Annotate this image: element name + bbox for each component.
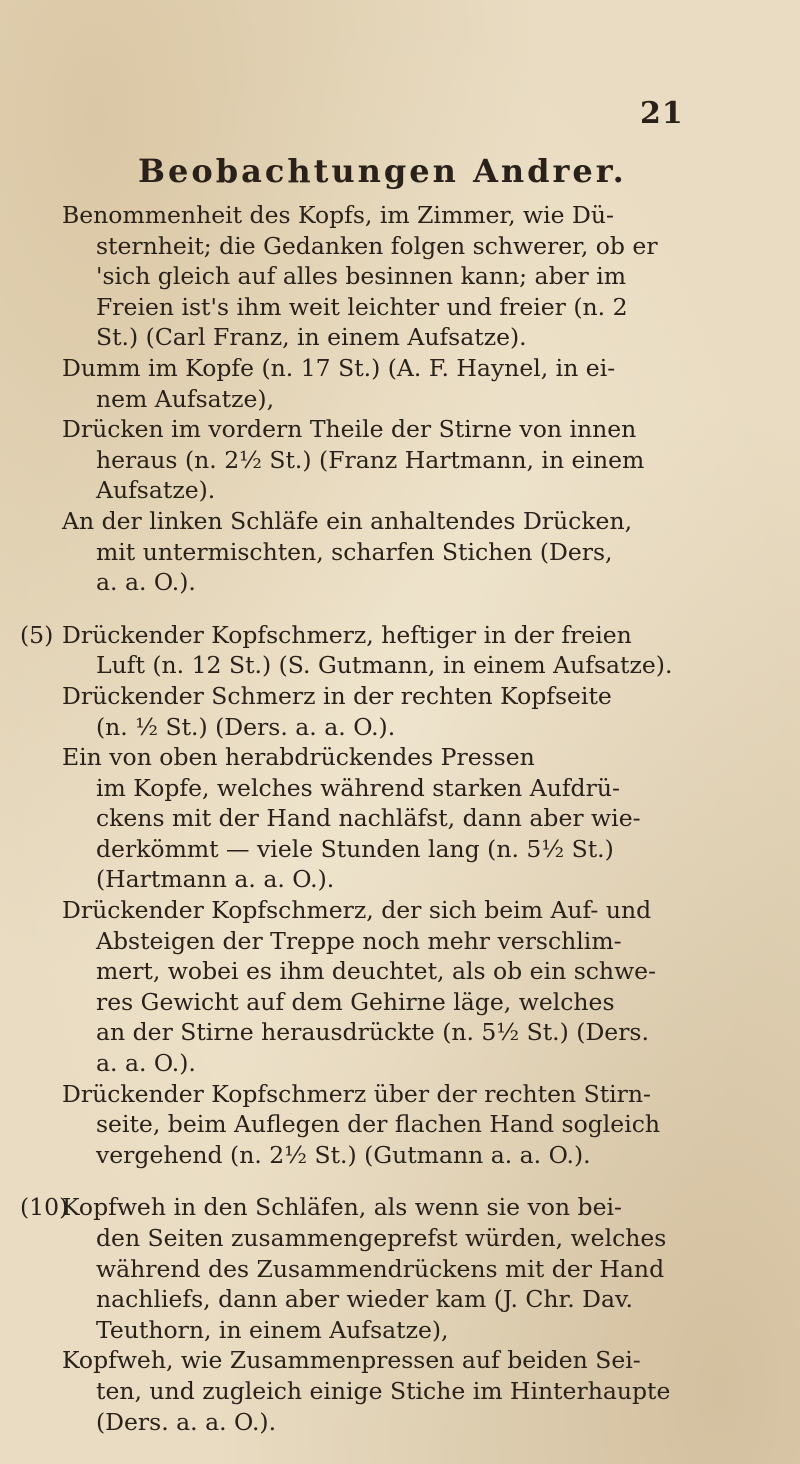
line-text: St.) (Carl Franz, in einem Aufsatze). (96, 323, 527, 352)
text-line (0, 292, 800, 323)
text-line (0, 650, 800, 681)
line-text: Drückender Kopfschmerz, heftiger in der freien (62, 620, 632, 649)
line-text: Drückender Kopfschmerz über der rechten Stirn- (62, 1079, 651, 1108)
line-text: Dumm im Kopfe (n. 17 St.) (A. F. Haynel, in ei- (62, 353, 616, 382)
line-text: ckens mit der Hand nachläfst, dann aber wie- (96, 804, 641, 833)
text-line (0, 1407, 800, 1438)
section-heading: Beobachtungen Andrer. (138, 152, 627, 190)
text-line (0, 445, 800, 476)
line-text: Teuthorn, in einem Aufsatze), (96, 1315, 449, 1344)
line-text: Luft (n. 12 St.) (S. Gutmann, in einem Aufsatze). (96, 651, 673, 680)
line-text: Drückender Schmerz in der rechten Kopfseite (62, 681, 612, 710)
line-text: (Ders. a. a. O.). (96, 1407, 277, 1436)
text-body (0, 200, 800, 1437)
text-line (0, 475, 800, 506)
line-text: nem Aufsatze), (96, 384, 275, 413)
page-number: 21 (640, 96, 684, 131)
text-line (0, 803, 800, 834)
line-text: Drücken im vordern Theile der Stirne von innen (62, 415, 637, 444)
text-line (0, 200, 800, 231)
text-line (0, 414, 800, 445)
line-text: a. a. O.). (96, 568, 196, 597)
text-line (0, 620, 800, 651)
line-text: derkömmt — viele Stunden lang (n. 5½ St.) (96, 834, 614, 863)
line-text: Absteigen der Treppe noch mehr verschlim- (96, 926, 622, 955)
line-text: während des Zusammendrückens mit der Hand (96, 1254, 665, 1283)
text-line (0, 1048, 800, 1079)
text-line (0, 773, 800, 804)
text-line (0, 231, 800, 262)
line-text: 'sich gleich auf alles besinnen kann; aber im (96, 262, 627, 291)
entry-number: (5) (20, 620, 54, 649)
line-text: sternheit; die Gedanken folgen schwerer, ob er (96, 231, 658, 260)
text-line (0, 1109, 800, 1140)
text-line (0, 1315, 800, 1346)
text-line (0, 537, 800, 568)
paragraph-gap (0, 1170, 800, 1192)
text-line (0, 895, 800, 926)
line-text: res Gewicht auf dem Gehirne läge, welches (96, 987, 615, 1016)
text-line (0, 567, 800, 598)
text-line (0, 322, 800, 353)
line-text: den Seiten zusammengeprefst würden, welches (96, 1224, 667, 1252)
paragraph-gap (0, 598, 800, 620)
line-text: Ein von oben herabdrückendes Pressen (62, 743, 535, 772)
text-line (0, 834, 800, 865)
line-text: (Hartmann a. a. O.). (96, 865, 335, 894)
line-text: Aufsatze). (96, 476, 216, 505)
line-text: Benommenheit des Kopfs, im Zimmer, wie Dü- (62, 201, 614, 229)
text-line (0, 1376, 800, 1407)
text-line (0, 1140, 800, 1171)
text-line (0, 1079, 800, 1110)
text-line (0, 987, 800, 1018)
line-text: Kopfweh, wie Zusammenpressen auf beiden Sei- (62, 1346, 641, 1375)
line-text: heraus (n. 2½ St.) (Franz Hartmann, in einem (96, 445, 645, 474)
line-text: vergehend (n. 2½ St.) (Gutmann a. a. O.). (96, 1140, 591, 1169)
text-line (0, 956, 800, 987)
text-line (0, 1017, 800, 1048)
line-text: im Kopfe, welches während starken Aufdrü- (96, 773, 620, 802)
line-text: mit untermischten, scharfen Stichen (Ders, (96, 537, 613, 566)
text-line (0, 1284, 800, 1315)
line-text: Drückender Kopfschmerz, der sich beim Auf- und (62, 896, 652, 925)
line-text: seite, beim Auflegen der flachen Hand sogleich (96, 1110, 661, 1139)
line-text: ten, und zugleich einige Stiche im Hinterhaupte (96, 1376, 671, 1405)
line-text: an der Stirne herausdrückte (n. 5½ St.) (Ders. (96, 1018, 649, 1047)
text-line (0, 742, 800, 773)
text-line (0, 261, 800, 292)
line-text: mert, wobei es ihm deuchtet, als ob ein schwe- (96, 957, 657, 986)
text-line (0, 506, 800, 537)
text-line (0, 1192, 800, 1223)
text-line (0, 384, 800, 415)
text-line (0, 1345, 800, 1376)
text-line (0, 712, 800, 743)
line-text: Freien ist's ihm weit leichter und freier (n. 2 (96, 292, 628, 321)
line-text: An der linken Schläfe ein anhaltendes Drücken, (62, 506, 633, 535)
entry-number: (10) (20, 1193, 69, 1222)
text-line (0, 353, 800, 384)
text-line (0, 926, 800, 957)
line-text: a. a. O.). (96, 1049, 196, 1078)
line-text: nachliefs, dann aber wieder kam (J. Chr. Dav. (96, 1285, 633, 1314)
text-line (0, 1223, 800, 1254)
line-text: Kopfweh in den Schläfen, als wenn sie von bei- (62, 1193, 622, 1222)
line-text: (n. ½ St.) (Ders. a. a. O.). (96, 712, 396, 741)
text-line (0, 681, 800, 712)
text-line (0, 1254, 800, 1285)
text-line (0, 864, 800, 895)
